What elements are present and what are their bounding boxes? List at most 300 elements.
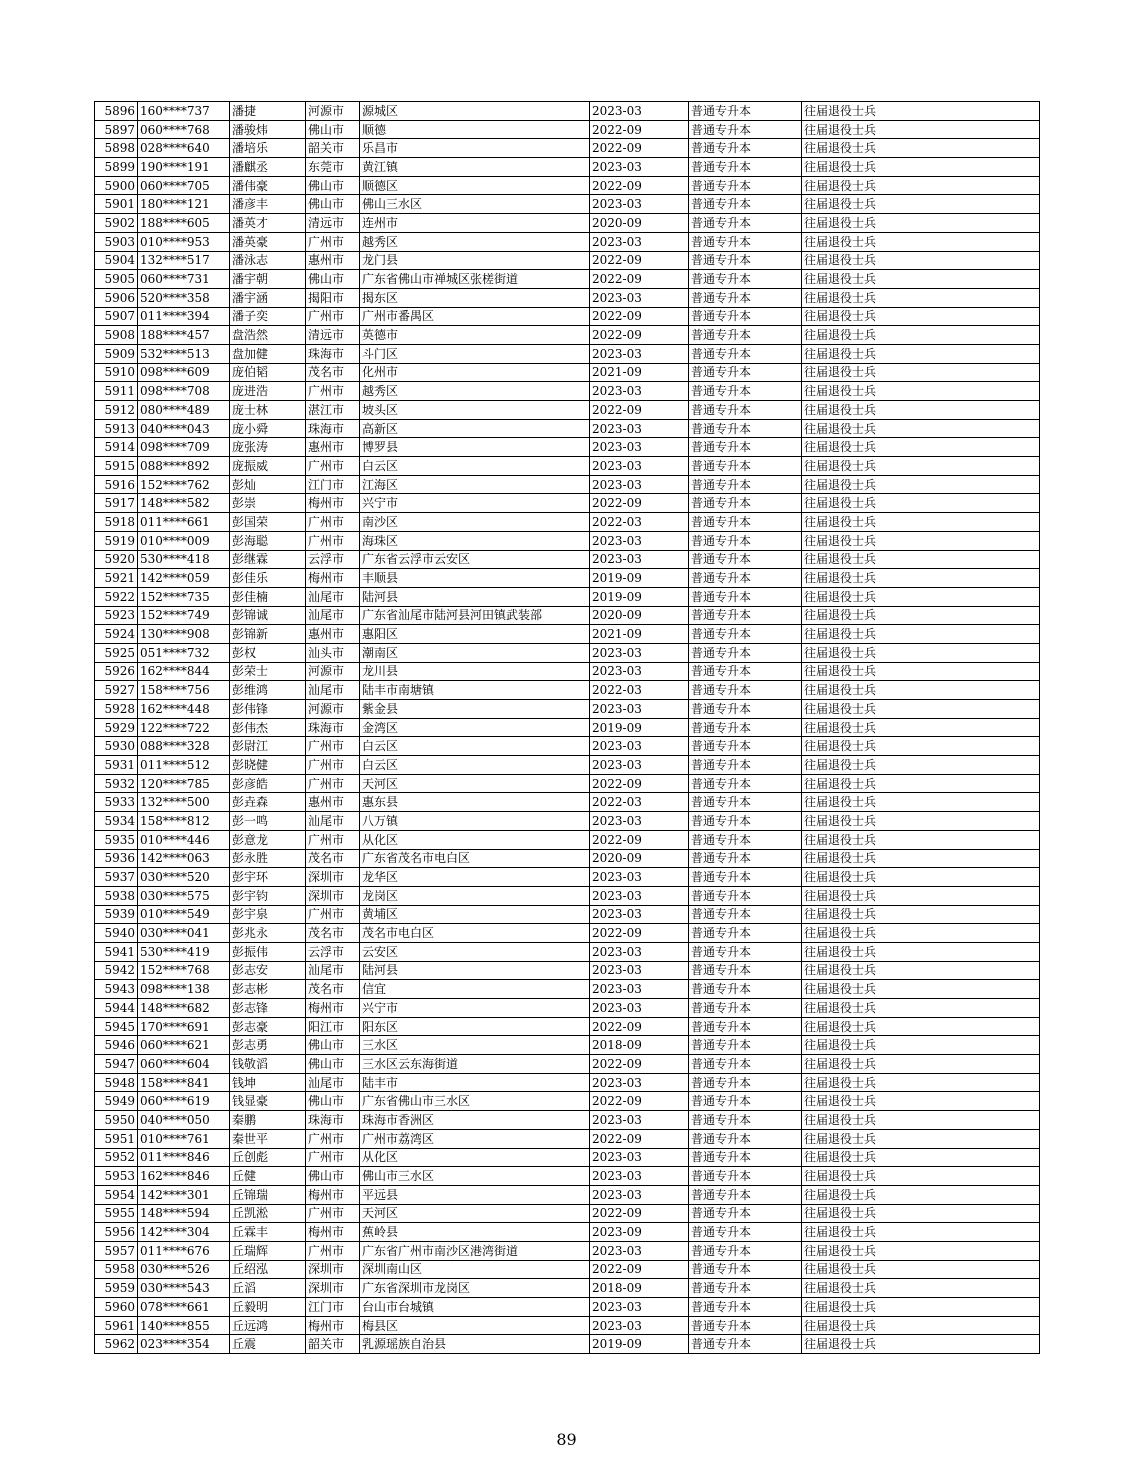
cell-district: 佛山三水区 [360,195,590,214]
cell-date: 2022-09 [590,1055,689,1074]
cell-seq: 5949 [95,1092,138,1111]
cell-district: 兴宁市 [360,494,590,513]
table-row [95,1298,1040,1317]
cell-name: 潘捷 [230,102,306,121]
cell-city: 广州市 [306,232,360,251]
table-row [95,1167,1040,1186]
roster-body [95,102,1040,1354]
cell-id: 010****009 [138,531,230,550]
cell-name: 潘英才 [230,214,306,233]
cell-category: 往届退役士兵 [802,457,1040,476]
cell-city: 广州市 [306,905,360,924]
cell-city: 广州市 [306,774,360,793]
cell-category: 往届退役士兵 [802,905,1040,924]
cell-city: 梅州市 [306,999,360,1018]
cell-id: 120****785 [138,774,230,793]
table-row [95,1055,1040,1074]
cell-city: 江门市 [306,475,360,494]
cell-date: 2023-03 [590,102,689,121]
cell-type: 普通专升本 [689,999,802,1018]
cell-date: 2022-09 [590,1129,689,1148]
cell-id: 040****050 [138,1111,230,1130]
table-row [95,1073,1040,1092]
cell-city: 茂名市 [306,363,360,382]
cell-date: 2023-03 [590,961,689,980]
cell-id: 148****682 [138,999,230,1018]
cell-seq: 5959 [95,1279,138,1298]
cell-type: 普通专升本 [689,326,802,345]
cell-city: 广州市 [306,457,360,476]
cell-date: 2022-09 [590,494,689,513]
table-row [95,288,1040,307]
table-row [95,886,1040,905]
cell-city: 珠海市 [306,344,360,363]
cell-seq: 5946 [95,1036,138,1055]
cell-name: 彭尉江 [230,737,306,756]
cell-type: 普通专升本 [689,606,802,625]
cell-date: 2023-03 [590,942,689,961]
cell-name: 庞张涛 [230,438,306,457]
cell-date: 2020-09 [590,849,689,868]
table-row [95,1092,1040,1111]
cell-category: 往届退役士兵 [802,382,1040,401]
cell-category: 往届退役士兵 [802,980,1040,999]
cell-category: 往届退役士兵 [802,1055,1040,1074]
cell-type: 普通专升本 [689,905,802,924]
cell-city: 深圳市 [306,1260,360,1279]
cell-id: 140****855 [138,1316,230,1335]
cell-seq: 5932 [95,774,138,793]
cell-id: 160****737 [138,102,230,121]
cell-district: 惠阳区 [360,625,590,644]
cell-id: 158****841 [138,1073,230,1092]
cell-city: 汕尾市 [306,1073,360,1092]
cell-district: 龙门县 [360,251,590,270]
table-row [95,999,1040,1018]
cell-date: 2023-03 [590,662,689,681]
cell-category: 往届退役士兵 [802,606,1040,625]
cell-type: 普通专升本 [689,1279,802,1298]
cell-category: 往届退役士兵 [802,1241,1040,1260]
cell-category: 往届退役士兵 [802,849,1040,868]
table-row [95,102,1040,121]
page-number: 89 [556,1430,577,1449]
cell-name: 庞小舜 [230,419,306,438]
cell-seq: 5918 [95,513,138,532]
cell-category: 往届退役士兵 [802,1073,1040,1092]
cell-name: 彭海聪 [230,531,306,550]
cell-id: 060****705 [138,176,230,195]
cell-name: 彭权 [230,643,306,662]
cell-date: 2022-03 [590,793,689,812]
cell-date: 2023-03 [590,531,689,550]
cell-seq: 5917 [95,494,138,513]
cell-id: 011****846 [138,1148,230,1167]
cell-district: 珠海市香洲区 [360,1111,590,1130]
table-row [95,905,1040,924]
cell-name: 丘震 [230,1335,306,1354]
cell-name: 彭佳楠 [230,587,306,606]
cell-name: 潘彦丰 [230,195,306,214]
cell-category: 往届退役士兵 [802,139,1040,158]
cell-category: 往届退役士兵 [802,251,1040,270]
cell-city: 揭阳市 [306,288,360,307]
cell-district: 广东省佛山市禅城区张槎街道 [360,270,590,289]
table-row [95,550,1040,569]
cell-id: 088****328 [138,737,230,756]
cell-id: 030****520 [138,868,230,887]
cell-city: 茂名市 [306,849,360,868]
cell-category: 往届退役士兵 [802,438,1040,457]
cell-category: 往届退役士兵 [802,1092,1040,1111]
cell-city: 清远市 [306,214,360,233]
cell-seq: 5937 [95,868,138,887]
cell-district: 陆丰市南塘镇 [360,681,590,700]
cell-id: 011****512 [138,756,230,775]
cell-district: 坡头区 [360,401,590,420]
cell-type: 普通专升本 [689,1129,802,1148]
cell-name: 彭志安 [230,961,306,980]
cell-date: 2018-09 [590,1279,689,1298]
cell-seq: 5920 [95,550,138,569]
cell-type: 普通专升本 [689,1111,802,1130]
cell-city: 河源市 [306,700,360,719]
cell-city: 广州市 [306,531,360,550]
cell-category: 往届退役士兵 [802,531,1040,550]
cell-district: 阳东区 [360,1017,590,1036]
cell-id: 060****768 [138,120,230,139]
cell-district: 天河区 [360,774,590,793]
cell-name: 彭国荣 [230,513,306,532]
cell-district: 顺德区 [360,176,590,195]
cell-category: 往届退役士兵 [802,868,1040,887]
cell-seq: 5913 [95,419,138,438]
table-row [95,1111,1040,1130]
cell-type: 普通专升本 [689,662,802,681]
cell-district: 白云区 [360,457,590,476]
cell-city: 珠海市 [306,718,360,737]
cell-seq: 5908 [95,326,138,345]
cell-district: 越秀区 [360,382,590,401]
cell-district: 白云区 [360,737,590,756]
cell-name: 潘骏炜 [230,120,306,139]
cell-type: 普通专升本 [689,195,802,214]
cell-category: 往届退役士兵 [802,886,1040,905]
cell-district: 茂名市电白区 [360,924,590,943]
cell-id: 030****041 [138,924,230,943]
cell-date: 2019-09 [590,1335,689,1354]
table-row [95,531,1040,550]
cell-seq: 5953 [95,1167,138,1186]
cell-type: 普通专升本 [689,643,802,662]
cell-category: 往届退役士兵 [802,1223,1040,1242]
table-row [95,793,1040,812]
cell-date: 2023-03 [590,868,689,887]
cell-name: 丘滔 [230,1279,306,1298]
cell-name: 丘瑞辉 [230,1241,306,1260]
cell-date: 2022-09 [590,1260,689,1279]
cell-city: 汕头市 [306,643,360,662]
cell-district: 海珠区 [360,531,590,550]
cell-name: 庞进浩 [230,382,306,401]
cell-type: 普通专升本 [689,158,802,177]
cell-city: 惠州市 [306,625,360,644]
cell-type: 普通专升本 [689,288,802,307]
table-row [95,363,1040,382]
table-row [95,438,1040,457]
cell-name: 丘绍泓 [230,1260,306,1279]
cell-type: 普通专升本 [689,625,802,644]
table-row [95,307,1040,326]
cell-date: 2023-03 [590,1073,689,1092]
table-row [95,494,1040,513]
cell-city: 深圳市 [306,886,360,905]
cell-date: 2023-03 [590,999,689,1018]
cell-district: 台山市台城镇 [360,1298,590,1317]
cell-district: 潮南区 [360,643,590,662]
cell-seq: 5935 [95,830,138,849]
table-row [95,980,1040,999]
cell-date: 2023-03 [590,905,689,924]
cell-category: 往届退役士兵 [802,700,1040,719]
cell-seq: 5921 [95,569,138,588]
cell-seq: 5899 [95,158,138,177]
cell-seq: 5950 [95,1111,138,1130]
cell-seq: 5896 [95,102,138,121]
table-row [95,1260,1040,1279]
cell-date: 2023-03 [590,1316,689,1335]
cell-city: 惠州市 [306,251,360,270]
cell-date: 2023-03 [590,643,689,662]
cell-name: 庞士林 [230,401,306,420]
cell-district: 云安区 [360,942,590,961]
table-row [95,475,1040,494]
cell-date: 2022-09 [590,401,689,420]
cell-name: 彭维鸿 [230,681,306,700]
cell-date: 2022-09 [590,1092,689,1111]
cell-id: 188****457 [138,326,230,345]
cell-seq: 5915 [95,457,138,476]
cell-type: 普通专升本 [689,251,802,270]
cell-name: 庞振威 [230,457,306,476]
cell-id: 122****722 [138,718,230,737]
cell-id: 158****756 [138,681,230,700]
cell-seq: 5925 [95,643,138,662]
table-row [95,849,1040,868]
cell-category: 往届退役士兵 [802,587,1040,606]
cell-district: 江海区 [360,475,590,494]
cell-district: 深圳南山区 [360,1260,590,1279]
cell-type: 普通专升本 [689,849,802,868]
cell-name: 彭锦诚 [230,606,306,625]
cell-city: 汕尾市 [306,961,360,980]
roster-table [94,101,1040,1354]
cell-city: 汕尾市 [306,681,360,700]
cell-name: 盘浩然 [230,326,306,345]
table-row [95,382,1040,401]
cell-district: 博罗县 [360,438,590,457]
cell-type: 普通专升本 [689,830,802,849]
cell-category: 往届退役士兵 [802,401,1040,420]
cell-district: 天河区 [360,1204,590,1223]
table-row [95,120,1040,139]
cell-name: 丘霖丰 [230,1223,306,1242]
cell-seq: 5958 [95,1260,138,1279]
cell-type: 普通专升本 [689,812,802,831]
cell-name: 丘远鸿 [230,1316,306,1335]
cell-date: 2023-03 [590,419,689,438]
cell-seq: 5947 [95,1055,138,1074]
cell-city: 佛山市 [306,1092,360,1111]
cell-name: 盘加健 [230,344,306,363]
cell-date: 2021-09 [590,363,689,382]
cell-category: 往届退役士兵 [802,737,1040,756]
cell-district: 惠东县 [360,793,590,812]
cell-district: 英德市 [360,326,590,345]
cell-category: 往届退役士兵 [802,569,1040,588]
cell-type: 普通专升本 [689,475,802,494]
cell-district: 蕉岭县 [360,1223,590,1242]
cell-category: 往届退役士兵 [802,214,1040,233]
cell-name: 彭佳乐 [230,569,306,588]
table-row [95,961,1040,980]
table-row [95,662,1040,681]
cell-district: 龙岗区 [360,886,590,905]
cell-name: 钱显豪 [230,1092,306,1111]
cell-date: 2023-03 [590,1111,689,1130]
cell-date: 2023-03 [590,1185,689,1204]
cell-id: 158****812 [138,812,230,831]
cell-city: 茂名市 [306,980,360,999]
cell-district: 兴宁市 [360,999,590,1018]
cell-district: 广东省汕尾市陆河县河田镇武装部 [360,606,590,625]
cell-name: 彭志锋 [230,999,306,1018]
cell-id: 130****908 [138,625,230,644]
cell-district: 源城区 [360,102,590,121]
table-row [95,643,1040,662]
cell-name: 丘健 [230,1167,306,1186]
cell-date: 2022-09 [590,176,689,195]
table-row [95,1335,1040,1354]
cell-date: 2023-03 [590,1148,689,1167]
cell-id: 520****358 [138,288,230,307]
cell-district: 高新区 [360,419,590,438]
cell-district: 化州市 [360,363,590,382]
cell-id: 190****191 [138,158,230,177]
cell-category: 往届退役士兵 [802,756,1040,775]
table-row [95,774,1040,793]
cell-type: 普通专升本 [689,1017,802,1036]
cell-category: 往届退役士兵 [802,1036,1040,1055]
cell-date: 2022-09 [590,270,689,289]
cell-district: 陆河县 [360,587,590,606]
cell-city: 广州市 [306,756,360,775]
cell-seq: 5933 [95,793,138,812]
table-row [95,344,1040,363]
cell-seq: 5911 [95,382,138,401]
cell-date: 2023-03 [590,980,689,999]
cell-id: 098****609 [138,363,230,382]
cell-city: 云浮市 [306,550,360,569]
cell-type: 普通专升本 [689,681,802,700]
cell-seq: 5905 [95,270,138,289]
table-row [95,1223,1040,1242]
cell-seq: 5954 [95,1185,138,1204]
cell-category: 往届退役士兵 [802,176,1040,195]
cell-city: 清远市 [306,326,360,345]
cell-district: 广东省佛山市三水区 [360,1092,590,1111]
cell-date: 2020-09 [590,606,689,625]
cell-category: 往届退役士兵 [802,924,1040,943]
cell-city: 广州市 [306,513,360,532]
cell-seq: 5902 [95,214,138,233]
cell-seq: 5903 [95,232,138,251]
cell-city: 梅州市 [306,569,360,588]
table-row [95,419,1040,438]
cell-district: 三水区云东海街道 [360,1055,590,1074]
cell-date: 2022-09 [590,251,689,270]
cell-id: 098****138 [138,980,230,999]
cell-seq: 5926 [95,662,138,681]
table-row [95,1185,1040,1204]
cell-category: 往届退役士兵 [802,102,1040,121]
cell-category: 往届退役士兵 [802,1316,1040,1335]
cell-id: 098****708 [138,382,230,401]
cell-id: 028****640 [138,139,230,158]
cell-city: 广州市 [306,382,360,401]
cell-district: 广东省深圳市龙岗区 [360,1279,590,1298]
cell-city: 汕尾市 [306,812,360,831]
cell-city: 韶关市 [306,139,360,158]
cell-date: 2018-09 [590,1036,689,1055]
table-row [95,1148,1040,1167]
cell-seq: 5898 [95,139,138,158]
cell-district: 广东省茂名市电白区 [360,849,590,868]
cell-city: 汕尾市 [306,606,360,625]
table-row [95,176,1040,195]
cell-name: 钱敬滔 [230,1055,306,1074]
cell-city: 江门市 [306,1298,360,1317]
cell-seq: 5931 [95,756,138,775]
cell-seq: 5928 [95,700,138,719]
cell-date: 2019-09 [590,569,689,588]
cell-district: 陆丰市 [360,1073,590,1092]
cell-name: 彭崇 [230,494,306,513]
table-row [95,625,1040,644]
cell-city: 云浮市 [306,942,360,961]
table-row [95,195,1040,214]
cell-city: 深圳市 [306,1279,360,1298]
table-row [95,1017,1040,1036]
cell-type: 普通专升本 [689,232,802,251]
cell-seq: 5938 [95,886,138,905]
cell-seq: 5922 [95,587,138,606]
cell-type: 普通专升本 [689,214,802,233]
cell-category: 往届退役士兵 [802,1111,1040,1130]
cell-seq: 5904 [95,251,138,270]
cell-district: 斗门区 [360,344,590,363]
cell-category: 往届退役士兵 [802,513,1040,532]
cell-seq: 5910 [95,363,138,382]
cell-type: 普通专升本 [689,1092,802,1111]
cell-name: 潘子奕 [230,307,306,326]
cell-type: 普通专升本 [689,868,802,887]
cell-date: 2023-03 [590,756,689,775]
cell-type: 普通专升本 [689,270,802,289]
cell-type: 普通专升本 [689,756,802,775]
cell-district: 越秀区 [360,232,590,251]
cell-category: 往届退役士兵 [802,643,1040,662]
